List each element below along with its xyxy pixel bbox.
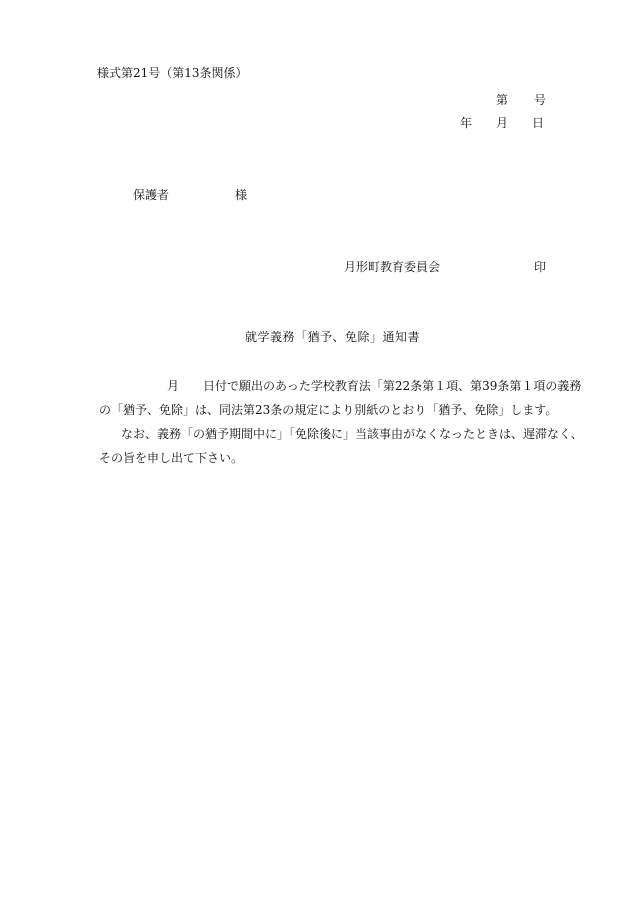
recipient-label: 保護者 [133, 188, 170, 202]
body-month: 月 [167, 379, 180, 393]
sender [344, 261, 546, 273]
recipient [133, 189, 247, 201]
document-number-suffix: 号 [533, 93, 546, 107]
date-day: 日 [531, 116, 544, 130]
body-text [92, 374, 592, 470]
body-line-2: の「猶予、免除」は、同法第23条の規定により別紙のとおり「猶予、免除」します。 [99, 403, 558, 417]
document-number-prefix: 第 [495, 93, 508, 107]
seal-mark: 印 [534, 260, 547, 274]
document-number [496, 94, 546, 106]
recipient-honorific: 様 [235, 188, 248, 202]
date-month: 月 [495, 116, 508, 130]
sender-name: 月形町教育委員会 [344, 260, 441, 274]
document-title: 就学義務「猶予、免除」通知書 [245, 330, 421, 344]
date-year: 年 [459, 116, 472, 130]
body-line-3: なお、義務「の猶予期間中に」「免除後に」当該事由がなくなったときは、遅滞なく、 [121, 427, 583, 441]
issue-date [460, 117, 544, 129]
form-number: 様式第21号（第13条関係） [97, 66, 248, 80]
body-line-4: その旨を申し出て下さい。 [99, 451, 244, 465]
body-line-1 [92, 374, 592, 398]
body-line-1-text: 日付で願出のあった学校教育法「第22条第１項、第39条第１項の義務 [203, 379, 582, 393]
